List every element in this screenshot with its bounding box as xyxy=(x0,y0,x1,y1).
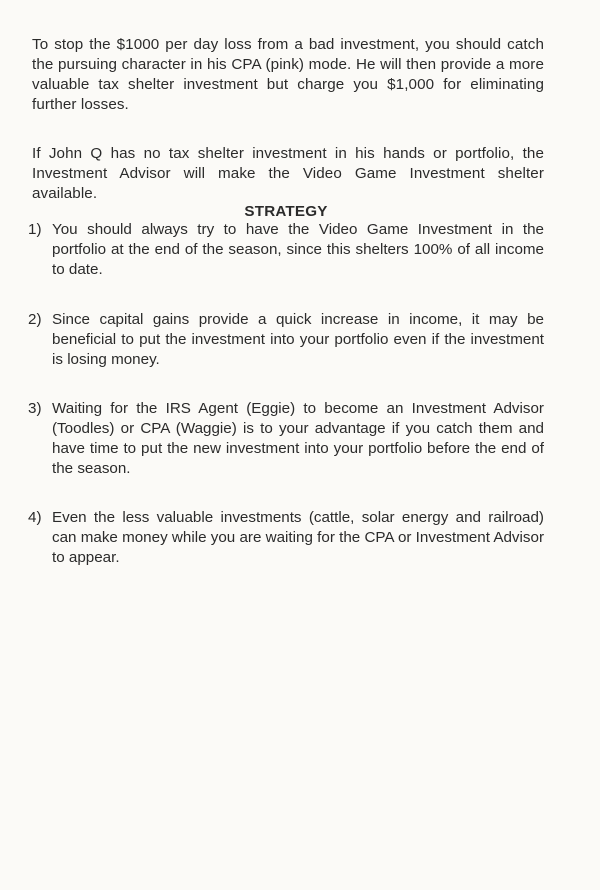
strategy-item xyxy=(28,508,544,568)
strategy-item xyxy=(28,310,544,370)
strategy-item-text: Even the less valuable investments (cattle, solar energy and railroad) can make money while you are waiting for the CPA or Investment Advisor to appear. xyxy=(52,509,544,566)
strategy-item xyxy=(28,220,544,280)
intro-paragraph: To stop the $1000 per day loss from a bad investment, you should catch the pursuing character in his CPA (pink) mode. He will then provide a more valuable tax shelter investment but charge you $1,000 for eliminating further losses. xyxy=(32,36,544,113)
strategy-item-number: 4) xyxy=(28,509,42,526)
shelter-paragraph: If John Q has no tax shelter investment in his hands or portfolio, the Investment Advisor will make the Video Game Investment shelter available. xyxy=(32,145,544,202)
strategy-item-number: 1) xyxy=(28,221,42,238)
strategy-item-number: 2) xyxy=(28,311,42,328)
strategy-item xyxy=(28,399,544,479)
strategy-item-text: Since capital gains provide a quick increase in income, it may be beneficial to put the investment into your portfolio even if the investment is losing money. xyxy=(52,311,544,368)
strategy-item-number: 3) xyxy=(28,400,42,417)
strategy-heading: STRATEGY xyxy=(244,203,328,220)
strategy-item-text: You should always try to have the Video Game Investment in the portfolio at the end of the season, since this shelters 100% of all income to date. xyxy=(52,221,544,278)
strategy-item-text: Waiting for the IRS Agent (Eggie) to become an Investment Advisor (Toodles) or CPA (Waggie) is to your advantage if you catch them and have time to put the new investment into your portfolio before the end of the season. xyxy=(52,400,544,477)
